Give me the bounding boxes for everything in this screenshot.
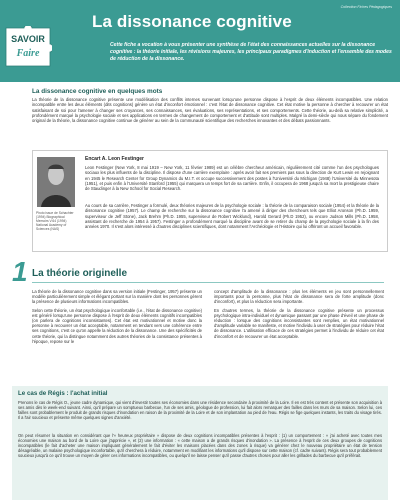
- bio-box: [32, 150, 388, 252]
- right-paragraph-2: En d'autres termes, la théorie de la dissonance cognitive présente un processus psychologique intra-individuel et dynamique passant par une phase d'éveil et une phase de réduction : lorsque des cognitions inconsistantes sont remplies, un état motivationnel d'amplitude variable se manifeste, et motive l'individu à user de stratégies pour réduire l'état de dissonance. L'utilisation efficace de ces stratégies permet à l'individu de réduire cet état d'inconfort et de recouvrer un état acceptable.: [214, 307, 384, 339]
- puzzle-badge: [4, 26, 52, 68]
- section-heading-few-words: La dissonance cognitive en quelques mots: [32, 88, 163, 95]
- left-paragraph-1: La théorie de la dissonance cognitive dans sa version initiale (Festinger, 1957) présente un modèle particulièrement simple et élégant portant sur la manière dont les personnes gèrent la présence de plusieurs informations incompatibles.: [32, 289, 202, 305]
- bio-paragraph-2: Au cours de sa carrière, Festinger a formulé, deux théories majeures de la psychologie sociale : la théorie de la comparaison sociale (1954) et la théorie de la dissonance cognitive (1957). Le champ de recherche sur la dissonance cognitive l'a amené à diriger des chercheurs tels que Elliot Aronson (Ph.D. 1959, superviseur de Jeff Stone), Jack Brehm (Ph.D. 1955, superviseur de Robert Wicklund), Harold Gerard (Ph.D 1952), ou encore Judson Mills (Ph.D. 1958, assistant de recherche de 1954 à 1957). Festinger a profondément marqué la discipline avant de se retirer du champ de la psychologie sociale à la fin des années 1970. Il s'est alors intéressé à d'autres disciplines scientifiques, dont notamment l'Archéologie et l'Histoire qui lui offriront un accueil favorable.: [85, 203, 379, 230]
- puzzle-icon: [4, 26, 52, 68]
- photo-caption: Photo issue de Schachter (1994) Biographical Memoirs V.64 (1994) National Academy of Sciences (NAS): [36, 211, 74, 232]
- case-title: Le cas de Régis : l'achat initial: [18, 390, 108, 397]
- section-divider: [32, 282, 384, 283]
- left-paragraph-2: Selon cette théorie, un état psychologique inconfortable (i.e., l'état de dissonance cognitive) est généré lorsqu'une personne dispose à l'esprit de deux éléments cognitifs incompatibles (on parlera de cognitions inconsistantes). Cet état est motivationnel et motive donc la personne à recouvrer un état acceptable, notamment en tendant vers une cohérence entre ses cognitions, c'est ce qu'on appelle la réduction de la dissonance. Une des spécificités de cette théorie, qui la distingue notamment des autres théories de la consistance présentes à l'époque, repose sur le: [32, 307, 202, 344]
- collection-label: Collection Fiches Pédagogiques: [340, 5, 392, 9]
- section-number: 1: [12, 256, 28, 287]
- few-words-text: La théorie de la dissonance cognitive présente une modélisation des conflits internes survenant lorsqu'une personne dispose à l'esprit de deux éléments incompatibles. Une relation incompatible entre les deux éléments (dits cognitions) génère un état d'inconfort émotionnel : c'est l'état de dissonance cognitive. Cet état motive la personne à chercher à recouvrer un état satisfaisant de soi pour l'amener à changer ses croyances, ses connaissances, ses évaluations, ses représentations, et ses comportements. Cette théorie, au-delà sa relative simplicité, a profondément marqué la psychologie sociale et ses applications en termes de changement de comportement et d'attitude sont multiples. Malgré la demi-siècle qui nous sépare du fondement original de la théorie, la dissonance cognitive continue de générer au sein de la communauté scientifique des recherches innovantes et des débats passionnants.: [32, 97, 388, 124]
- bio-paragraph-1: Leon Festinger (New York, 8 mai 1919 – New York, 11 février 1989) est un célèbre chercheur américain, régulièrement cité comme l'un des psychologues sociaux les plus influents de la discipline. Il dispose d'une carrière exemplaire : après avoir fait ses premiers pas sous la direction de Kurt Lewin en rejoignant en 1945 le Research Center for Group Dynamics du M.I.T. et occupe successivement des postes à l'Université du Michigan (1948) l'Université du Minnesota (1951), et puis enfin à l'Université Stanford (1955) qui marquera un temps fort de sa carrière. Enfin, il occupera de 1968 jusqu'à sa mort la prestigieuse chaire de Staudinger à la New School for Social Research.: [85, 165, 379, 192]
- right-paragraph-1: concept d'amplitude de la dissonance : plus les éléments en jeu sont personnellement importants pour la personne, plus l'état de dissonance sera de forte amplitude (donc d'inconfort), et plus la réduction sera importante.: [214, 289, 384, 305]
- portrait-icon: [37, 157, 75, 207]
- page-header: [0, 0, 400, 82]
- bio-heading: Encart A. Leon Festinger: [85, 156, 144, 162]
- badge-bottom-text: Faire: [16, 48, 40, 59]
- right-column: [214, 289, 384, 342]
- intro-text: Cette fiche a vocation à vous présenter une synthèse de l'état des connaissances actuelles sur la dissonance cognitive : la théorie initiale, les révisions majeures, les principaux paradigmes d'induction et l'ensemble des modes de réduction de la dissonance.: [110, 42, 392, 62]
- case-paragraph-2: On peut résumer la situation en considérant que l'« heureux propriétaire » dispose de deux cognitions incompatibles présentes à l'esprit : (1) un comportement : « j'ai acheté avec toutes mes économies une maison au bord de la Loire que j'apprécie », et (2) une information : « cette maison a de grands risques d'inondation ». La présence à l'esprit de ces deux groupes de cognitions incompatibles (le fait d'acheter une maison impliquant généralement le fait d'éviter les maisons placées dans des zones à risque) va générer chez le nouveau propriétaire un état de tension désagréable, un malaise psychologique inconfortable, qu'il cherchera à réduire, notamment en modifiant les informations qu'il dispose sur cette maison (cf. cadre suivant). Régis sera tout probablement soucieux jusqu'à ce qu'il trouve un moyen de gérer ces informations incompatibles, ou quelqu'il ne laisse penser qu'il passe d'autres choses pour aller les grillades du barbecue qu'il préférait.: [18, 433, 382, 459]
- case-paragraph-1: Prenons le cas de Régis O., jeune cadre dynamique, qui vient d'investir toutes ses économies dans une résidence secondaire à proximité de la Loire. Il en est très content et présente son acquisition à ses amis dès le week-end suivant. Ainsi, qu'il prépare un somptueux barbecue, l'un de ses amis, géologue de profession, lui fait alors remarquer des failles dans les murs de sa maison. Selon lui, ces failles sont probablement le produit de grands risques d'inondation en raison de la proximité de la Loire et de son implantation au pied de l'eau. Régis se fige quelques instants, les traits du visage tirés. Il a l'air soucieux et présente même quelques signes d'anxiété.: [18, 400, 382, 421]
- section-title: La théorie originelle: [32, 268, 128, 279]
- badge-top-text: SAVOIR: [11, 34, 45, 44]
- left-column: [32, 289, 202, 347]
- case-box: [12, 386, 388, 500]
- page-title: La dissonance cognitive: [92, 12, 292, 31]
- festinger-photo: [37, 157, 75, 207]
